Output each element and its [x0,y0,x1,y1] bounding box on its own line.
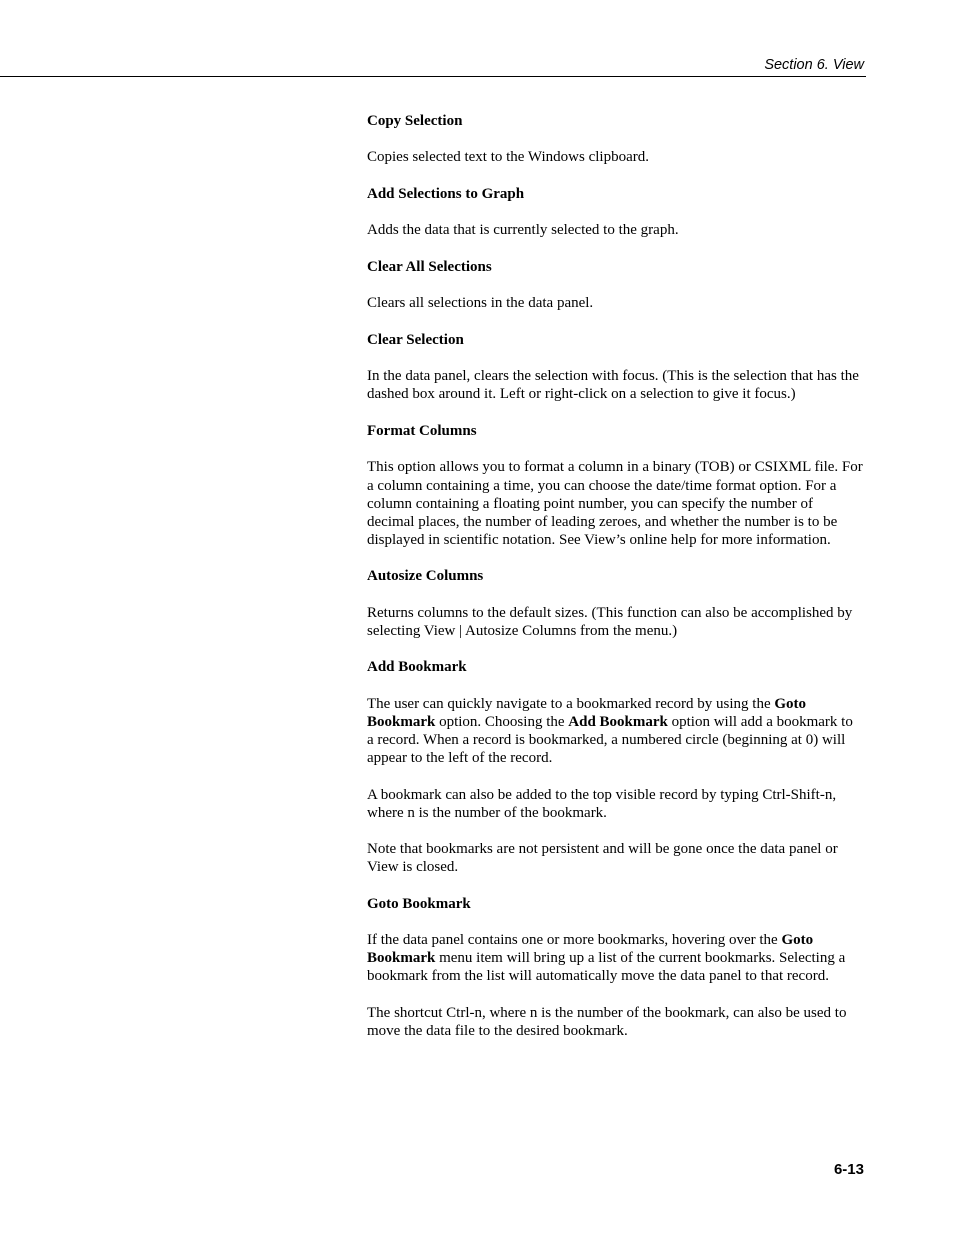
paragraph: Clears all selections in the data panel. [367,295,594,312]
bold-term: Goto Bookmark [367,932,814,967]
heading-clear-selection: Clear Selection [367,331,464,348]
bold-term: Goto Bookmark [367,695,807,730]
text-run: menu item will bring up a list of the current bookmarks. Selecting a bookmark from the list will automatically move the data panel to that record. [367,950,846,985]
document-body [367,112,863,1059]
paragraph [367,695,863,767]
heading-copy-selection: Copy Selection [367,113,463,129]
heading-format-columns: Format Columns [367,422,477,439]
paragraph: This option allows you to format a column in a binary (TOB) or CSIXML file. For a column containing a time, you can choose the date/time format option. For a column containing a floating point number, you can specify the number of decimal places, the number of leading zeroes, and whether the number is to be displayed in scientific notation. See View’s online help for more information. [367,459,863,548]
text-run: If the data panel contains one or more bookmarks, hovering over the [367,932,782,949]
text-run: The user can quickly navigate to a bookmarked record by using the [367,695,775,712]
paragraph: Returns columns to the default sizes. (This function can also be accomplished by selecting View | Autosize Columns from the menu.) [367,604,853,639]
heading-add-selections-to-graph: Add Selections to Graph [367,185,525,202]
page-number: 6-13 [833,1161,864,1178]
running-header: Section 6. View [764,57,864,73]
paragraph [367,931,863,985]
text-run: option will add a bookmark to a record. When a record is bookmarked, a numbered circle (beginning at 0) will appear to the left of the record. [367,713,853,767]
paragraph: Note that bookmarks are not persistent and will be gone once the data panel or View is closed. [367,841,838,876]
heading-autosize-columns: Autosize Columns [367,568,484,585]
heading-goto-bookmark: Goto Bookmark [367,895,471,912]
paragraph: In the data panel, clears the selection with focus. (This is the selection that has the dashed box around it. Left or right-click on a selection to give it focus.) [367,368,859,403]
header-rule [0,76,866,77]
heading-add-bookmark: Add Bookmark [367,659,467,676]
paragraph: Adds the data that is currently selected to the graph. [367,222,679,239]
paragraph: A bookmark can also be added to the top visible record by typing Ctrl-Shift-n, where n is the number of the bookmark. [367,786,837,821]
heading-clear-all-selections: Clear All Selections [367,258,492,275]
bold-term: Add Bookmark [568,713,668,730]
text-run: option. Choosing the [435,713,569,730]
paragraph: The shortcut Ctrl-n, where n is the number of the bookmark, can also be used to move the data file to the desired bookmark. [367,1004,847,1040]
paragraph: Copies selected text to the Windows clipboard. [367,149,649,166]
